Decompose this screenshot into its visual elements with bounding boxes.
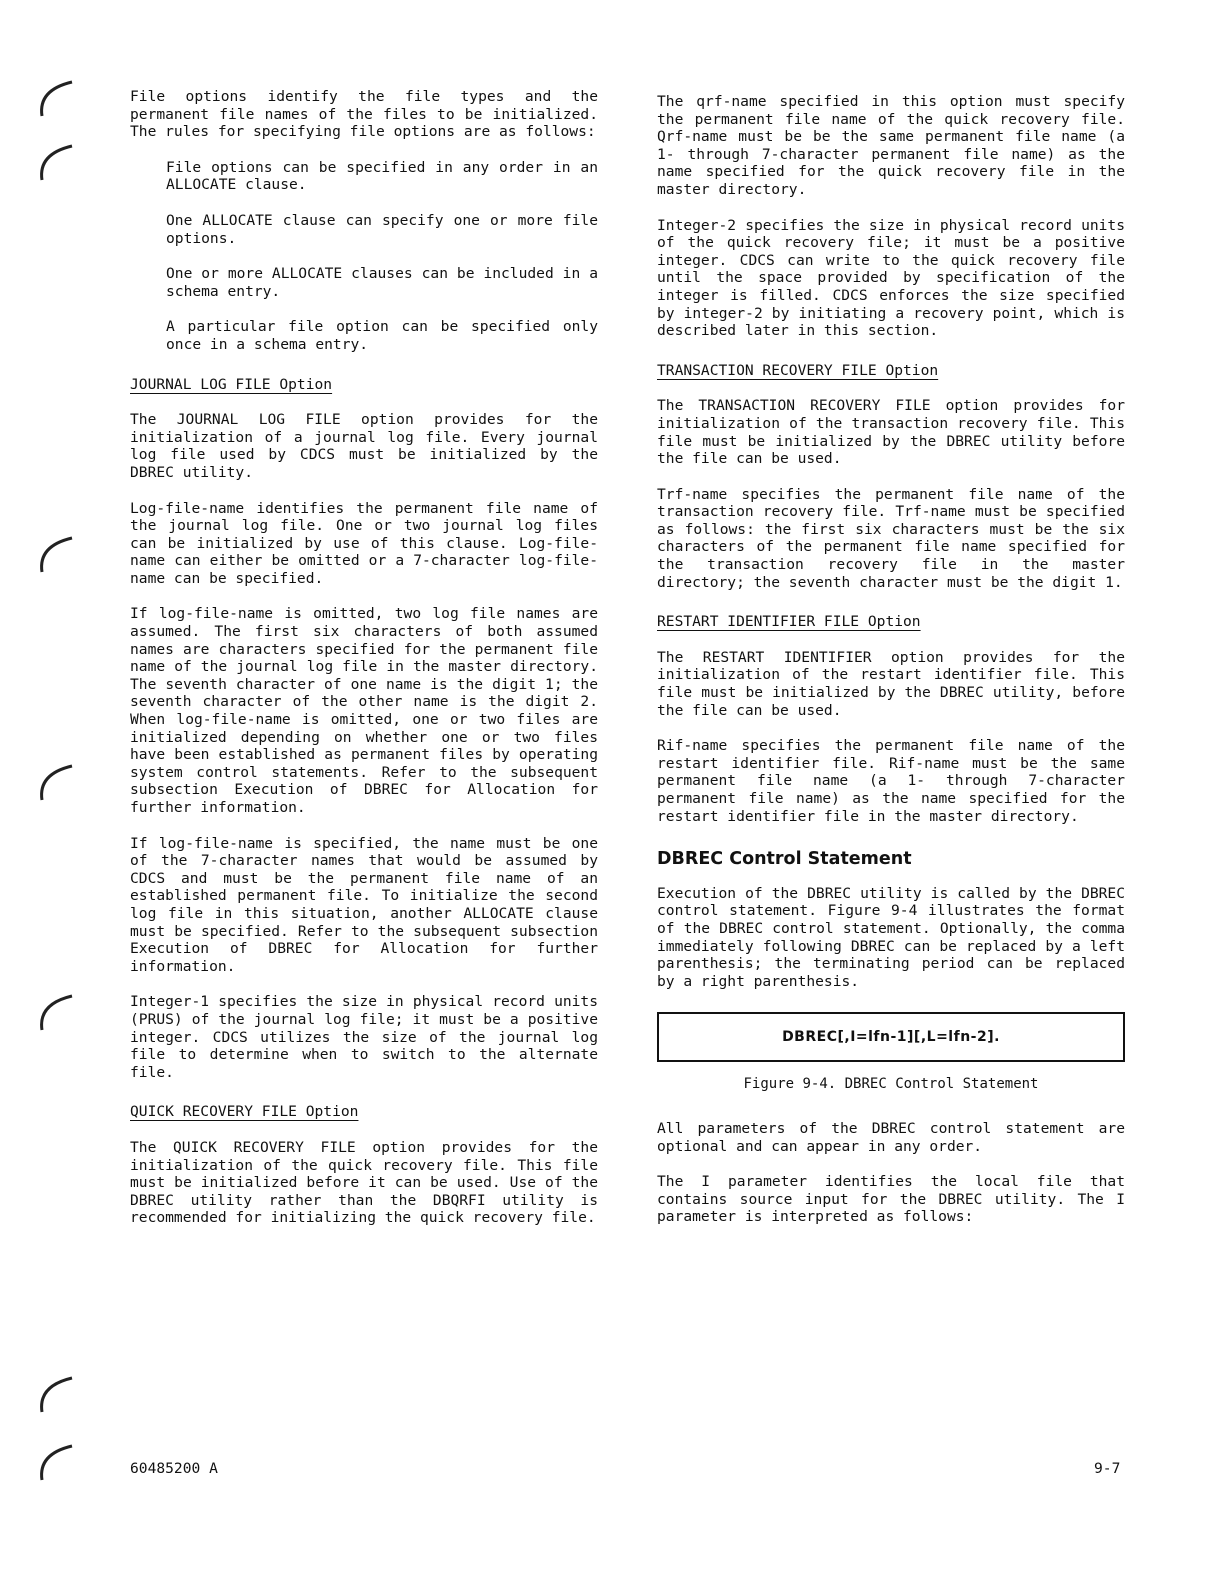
figure-syntax: DBREC[,I=lfn-1][,L=lfn-2]. [782,1028,1000,1045]
quick-paragraph: The qrf-name specified in this option must specify the permanent file name of the quick recovery file. Qrf-name must be be the same permanent file name (a 1- through 7-character permanent file name) as the name specified for the quick recovery file in the master directory. [657,93,1125,198]
binder-hole-mark [32,760,80,808]
journal-paragraph: If log-file-name is specified, the name must be one of the 7-character names that would be assumed by CDCS and must be the permanent file name of an established permanent file. To initialize the second log file in this situation, another ALLOCATE clause must be specified. Refer to the subsequent subsection Execution of DBREC for Allocation for further information. [130,834,598,975]
rule-item: One ALLOCATE clause can specify one or more file options. [166,211,598,247]
journal-paragraph: Log-file-name identifies the permanent file name of the journal log file. One or two journal log files can be initialized by use of this clause. Log-file-name can either be omitted or a 7-character log-file-name can be specified. [130,499,598,587]
transaction-paragraph: Trf-name specifies the permanent file name of the transaction recovery file. Trf-name must be specified as follows: the first six characters must be the six characters of the permanent file name specified for the transaction recovery file in the master directory; the seventh character must be the digit 1. [657,485,1125,591]
doc-number: 60485200 A [130,1460,218,1477]
control-paragraph: The I parameter identifies the local file that contains source input for the DBREC utility. The I parameter is interpreted as follows: [657,1173,1125,1226]
restart-paragraph: The RESTART IDENTIFIER option provides for the initialization of the restart identifier file. This file must be initialized by the DBREC utility, before the file can be used. [657,648,1125,719]
control-paragraph: All parameters of the DBREC control statement are optional and can appear in any order. [657,1119,1125,1155]
quick-recovery-heading: QUICK RECOVERY FILE Option [130,1103,359,1121]
transaction-paragraph: The TRANSACTION RECOVERY FILE option provides for initialization of the transaction recovery file. This file must be initialized by the DBREC utility before the file can be used. [657,397,1125,468]
section-title: DBREC Control Statement [657,849,912,870]
left-column [130,88,598,1245]
transaction-recovery-heading: TRANSACTION RECOVERY FILE Option [657,361,939,379]
binder-hole-mark [32,990,80,1038]
rule-item: One or more ALLOCATE clauses can be included in a schema entry. [166,265,598,300]
intro-paragraph: File options identify the file types and the permanent file names of the files to be initialized. The rules for specifying file options are as follows: [130,88,598,141]
binder-hole-mark [32,140,80,188]
figure-box [657,1012,1125,1062]
journal-paragraph: Integer-1 specifies the size in physical record units (PRUS) of the journal log file; it must be a positive integer. CDCS utilizes the size of the journal log file to determine when to switch to the alternate file. [130,993,598,1081]
control-intro-paragraph: Execution of the DBREC utility is called by the DBREC control statement. Figure 9-4 illustrates the format of the DBREC control statement. Optionally, the comma immediately following DBREC can be replaced by a left parenthesis; the terminating period can be replaced by a right parenthesis. [657,884,1125,990]
restart-identifier-heading: RESTART IDENTIFIER FILE Option [657,613,921,631]
quick-paragraph: The QUICK RECOVERY FILE option provides for the initialization of the quick recovery file. This file must be initialized before it can be used. Use of the DBREC utility rather than the DBQRFI utility is recommended for initializing the quick recovery file. [130,1138,598,1227]
quick-paragraph: Integer-2 specifies the size in physical record units of the quick recovery file; it must be a positive integer. CDCS can write to the quick recovery file until the space provided by specification of the integer is filled. CDCS enforces the size specified by integer-2 by initiating a recovery point, which is described later in this section. [657,216,1125,340]
binder-hole-mark [32,1372,80,1420]
rule-item: File options can be specified in any order in an ALLOCATE clause. [166,158,598,194]
binder-hole-mark [32,532,80,580]
restart-paragraph: Rif-name specifies the permanent file name of the restart identifier file. Rif-name must be the same permanent file name (a 1- through 7-character permanent file name) as the name specified for the restart identifier file in the master directory. [657,737,1125,825]
binder-hole-mark [32,1440,80,1488]
journal-paragraph: If log-file-name is omitted, two log file names are assumed. The first six characters of both assumed names are characters specified for the permanent file name of the journal log file in the master directory. The seventh character of one name is the digit 1; the seventh character of the other name is the digit 2. When log-file-name is omitted, one or two files are initialized depending on whether one or two files have been established as permanent files by operating system control statements. Refer to the subsequent subsection Execution of DBREC for Allocation for further information. [130,605,598,816]
figure-caption: Figure 9-4. DBREC Control Statement [743,1076,1039,1093]
rule-item: A particular file option can be specified only once in a schema entry. [166,318,598,353]
journal-paragraph: The JOURNAL LOG FILE option provides for the initialization of a journal log file. Every journal log file used by CDCS must be initialized by the DBREC utility. [130,411,598,481]
journal-log-heading: JOURNAL LOG FILE Option [130,375,333,393]
right-column [657,93,1125,1244]
page-number: 9-7 [1094,1460,1121,1477]
binder-hole-mark [32,76,80,124]
